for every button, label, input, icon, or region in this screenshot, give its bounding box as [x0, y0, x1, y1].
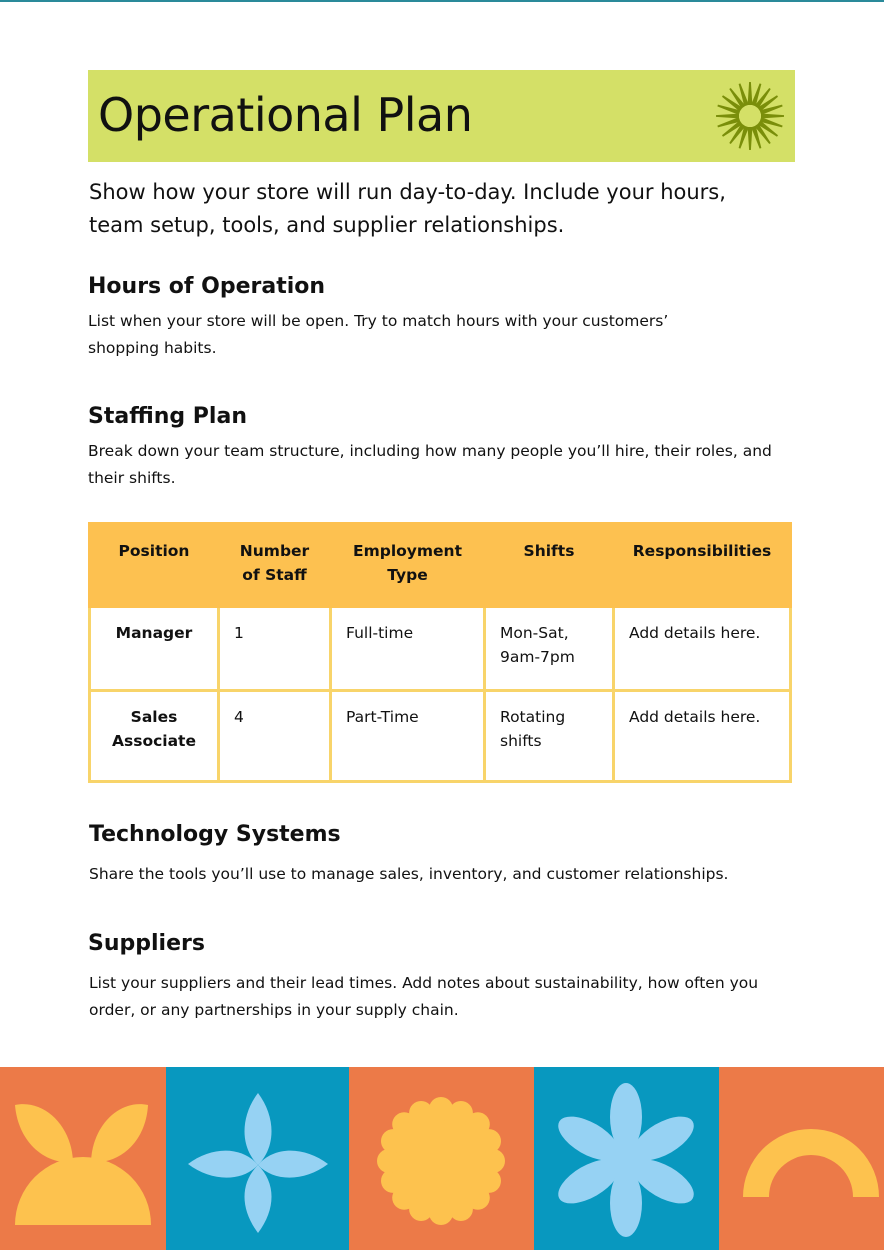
cell-employment: Full-time	[331, 607, 485, 691]
page-title: Operational Plan	[98, 88, 473, 142]
top-rule	[0, 0, 884, 2]
cell-responsibilities: Add details here.	[614, 607, 791, 691]
cell-employment: Part-Time	[331, 691, 485, 782]
header-shifts: Shifts	[485, 524, 614, 607]
header-responsibilities: Responsibilities	[614, 524, 791, 607]
header-position: Position	[90, 524, 219, 607]
table-header-row	[90, 524, 791, 607]
staffing-body: Break down your team structure, including how many people you’ll hire, their roles, and their shifts.	[88, 442, 772, 487]
staffing-table	[88, 522, 792, 783]
four-petal-flower-icon	[166, 1067, 349, 1250]
staffing-heading: Staffing Plan	[88, 404, 247, 429]
technology-heading: Technology Systems	[89, 822, 341, 847]
cell-position: Manager	[90, 607, 219, 691]
sun-icon	[714, 80, 786, 152]
title-banner	[88, 70, 795, 162]
six-petal-flower-icon	[534, 1067, 719, 1250]
cell-shifts: Mon-Sat, 9am-7pm	[485, 607, 614, 691]
cell-responsibilities: Add details here.	[614, 691, 791, 782]
leaf-bowl-icon	[0, 1067, 166, 1250]
intro-text: Show how your store will run day-to-day. Include your hours, team setup, tools, and supplier relationships.	[89, 180, 726, 237]
hours-body: List when your store will be open. Try to match hours with your customers’ shopping habits.	[88, 312, 669, 357]
header-employment-type: Employment Type	[331, 524, 485, 607]
cell-position: Sales Associate	[90, 691, 219, 782]
scalloped-flower-icon	[349, 1067, 534, 1250]
decorative-tile-strip	[0, 1067, 884, 1250]
arch-icon	[719, 1067, 884, 1250]
cell-number: 1	[219, 607, 331, 691]
hours-heading: Hours of Operation	[88, 274, 326, 299]
table-row	[90, 607, 791, 691]
suppliers-body: List your suppliers and their lead times. Add notes about sustainability, how often you order, or any partnerships in your supply chain.	[89, 974, 759, 1019]
table-row	[90, 691, 791, 782]
cell-number: 4	[219, 691, 331, 782]
header-number-of-staff: Number of Staff	[219, 524, 331, 607]
cell-shifts: Rotating shifts	[485, 691, 614, 782]
technology-body: Share the tools you’ll use to manage sales, inventory, and customer relationships.	[89, 865, 729, 883]
suppliers-heading: Suppliers	[88, 931, 205, 956]
